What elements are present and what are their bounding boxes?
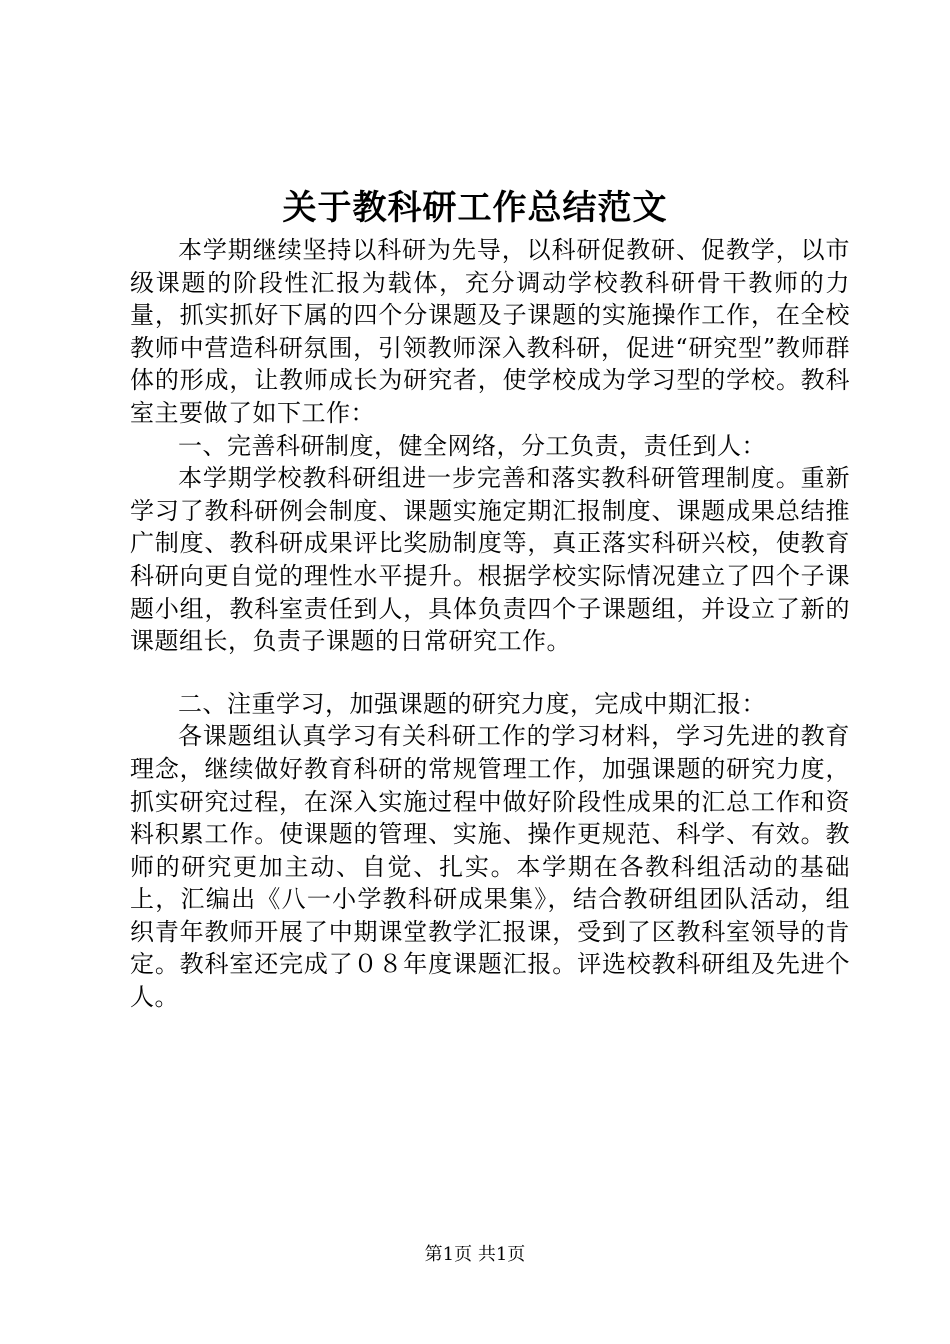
- paragraph-spacer: [130, 658, 850, 688]
- section-heading-1: 一、完善科研制度，健全网络，分工负责，责任到人：: [178, 431, 766, 460]
- section-2-paragraph: 各课题组认真学习有关科研工作的学习材料，学习先进的教育理念，继续做好教育科研的常规管理工作，加强课题的研究力度，抓实研究过程，在深入实施过程中做好阶段性成果的汇总工作和资料积累工作。使课题的管理、实施、操作更规范、科学、有效。教师的研究更加主动、自觉、扎实。本学期在各教科组活动的基础上，汇编出《八一小学教科研成果集》，结合教研组团队活动，组织青年教师开展了中期课堂教学汇报课，受到了区教科室领导的肯定。教科室还完成了０８年度课题汇报。评选校教科研组及先进个人。: [130, 722, 850, 1012]
- intro-paragraph: 本学期继续坚持以科研为先导，以科研促教研、促教学，以市级课题的阶段性汇报为载体，充分调动学校教科研骨干教师的力量，抓实抓好下属的四个分课题及子课题的实施操作工作，在全校教师中营造科研氛围，引领教师深入教科研，促进“研究型”教师群体的形成，让教师成长为研究者，使学校成为学习型的学校。教科室主要做了如下工作：: [130, 236, 850, 427]
- document-body: [130, 234, 850, 1014]
- page-footer: 第1页 共1页: [424, 1244, 526, 1265]
- document-title: 关于教科研工作总结范文: [282, 188, 668, 228]
- section-heading-2: 二、注重学习，加强课题的研究力度，完成中期汇报：: [178, 689, 766, 718]
- section-1-paragraph: 本学期学校教科研组进一步完善和落实教科研管理制度。重新学习了教科研例会制度、课题实施定期汇报制度、课题成果总结推广制度、教科研成果评比奖励制度等，真正落实科研兴校，使教育科研向更自觉的理性水平提升。根据学校实际情况建立了四个子课题小组，教科室责任到人，具体负责四个子课题组，并设立了新的课题组长，负责子课题的日常研究工作。: [130, 464, 850, 656]
